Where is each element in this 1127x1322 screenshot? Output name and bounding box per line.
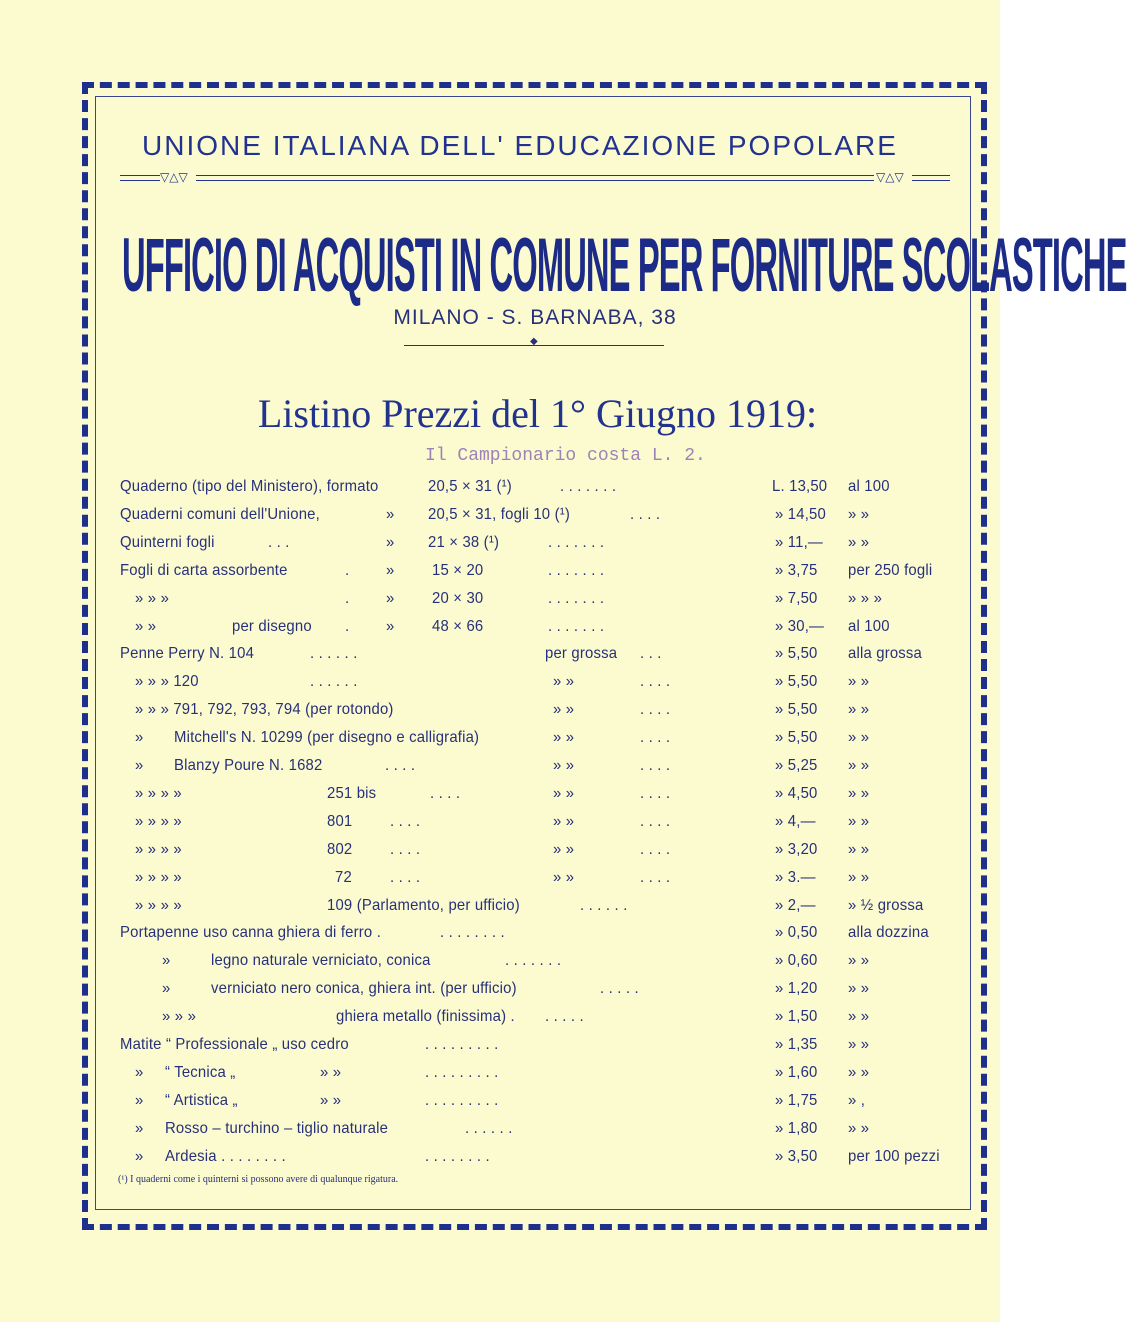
- item-cell: verniciato nero conica, ghiera int. (per ufficio): [211, 980, 517, 998]
- item-cell: . . . .: [640, 673, 671, 691]
- item-cell: Ardesia . . . . . . . .: [165, 1147, 286, 1165]
- item-cell: » »: [553, 729, 575, 747]
- item-cell: . . . . . . . . .: [425, 1036, 499, 1053]
- price-cell: » 11,—: [775, 533, 823, 551]
- item-cell: . . . . . .: [310, 673, 358, 691]
- unit-cell: alla dozzina: [848, 924, 929, 942]
- item-cell: Quaderno (tipo del Ministero), formato: [120, 478, 379, 495]
- unit-cell: » »: [848, 533, 870, 551]
- item-cell: » »: [553, 812, 575, 830]
- item-cell: . . . .: [390, 840, 421, 858]
- unit-cell: » »: [848, 1036, 870, 1053]
- item-cell: Matite “ Professionale „ uso cedro: [120, 1036, 349, 1053]
- price-cell: » 5,50: [775, 645, 818, 663]
- item-cell: . . . . . . . . .: [425, 1091, 499, 1109]
- unit-cell: » »: [848, 505, 870, 523]
- unit-cell: » »: [848, 952, 870, 970]
- price-cell: » 1,20: [775, 980, 818, 998]
- price-cell: » 5,50: [775, 701, 818, 719]
- unit-cell: » »: [848, 868, 870, 886]
- unit-cell: » »: [848, 1063, 870, 1081]
- price-cell: » 3,20: [775, 840, 818, 858]
- unit-cell: per 100 pezzi: [848, 1147, 940, 1165]
- item-cell: Penne Perry N. 104: [120, 645, 255, 663]
- item-cell: » » » 791, 792, 793, 794 (per rotondo): [135, 701, 394, 719]
- item-cell: . . . . . . .: [548, 617, 605, 635]
- item-cell: » »: [320, 1091, 342, 1109]
- price-cell: » 4,—: [775, 812, 816, 830]
- price-cell: » 4,50: [775, 784, 818, 802]
- item-cell: » »: [553, 840, 575, 858]
- association-name: UNIONE ITALIANA DELL' EDUCAZIONE POPOLARE: [142, 130, 898, 161]
- unit-cell: » »: [848, 840, 870, 858]
- item-cell: 109 (Parlamento, per ufficio): [327, 896, 520, 914]
- price-cell: » 0,50: [775, 924, 818, 942]
- item-cell: » » » »: [135, 840, 182, 858]
- price-cell: » 5,25: [775, 757, 818, 774]
- item-cell: . . . . . . .: [505, 952, 562, 970]
- unit-cell: per 250 fogli: [848, 561, 933, 579]
- office-address: MILANO - S. BARNABA, 38: [393, 306, 677, 329]
- unit-cell: » »: [848, 1008, 870, 1026]
- price-cell: » 1,35: [775, 1036, 818, 1053]
- item-cell: »: [135, 1119, 144, 1137]
- price-cell: » 3,50: [775, 1147, 818, 1165]
- item-cell: 48 × 66: [432, 617, 484, 635]
- price-cell: » 14,50: [775, 505, 826, 523]
- unit-cell: » »: [848, 784, 870, 802]
- item-cell: . . . .: [640, 784, 671, 802]
- unit-cell: » »: [848, 673, 870, 691]
- item-cell: Quinterni fogli: [120, 533, 215, 551]
- item-cell: »: [135, 757, 144, 774]
- item-cell: »: [386, 533, 395, 551]
- item-cell: »: [135, 729, 144, 747]
- item-cell: »: [135, 1091, 144, 1109]
- item-cell: “ Artistica „: [165, 1091, 238, 1109]
- item-cell: » »: [553, 784, 575, 802]
- ornament-right: ▽△▽: [876, 170, 904, 184]
- unit-cell: » » »: [848, 589, 883, 607]
- item-cell: . . . .: [390, 812, 421, 830]
- item-cell: 20,5 × 31 (¹): [428, 478, 512, 495]
- price-cell: » 7,50: [775, 589, 818, 607]
- item-cell: . . . . . . .: [548, 589, 605, 607]
- item-cell: . . . .: [640, 868, 671, 886]
- item-cell: 20 × 30: [432, 589, 484, 607]
- item-cell: per disegno: [232, 617, 312, 635]
- price-cell: » 3,75: [775, 561, 818, 579]
- item-cell: ghiera metallo (finissima) .: [336, 1008, 515, 1026]
- item-cell: » »: [320, 1063, 342, 1081]
- item-cell: Rosso – turchino – tiglio naturale: [165, 1119, 389, 1137]
- item-cell: . . . .: [640, 729, 671, 747]
- item-cell: . . . . . . . .: [425, 1147, 490, 1165]
- item-cell: 801: [327, 812, 353, 830]
- price-cell: » 2,—: [775, 896, 816, 914]
- item-cell: 72: [335, 868, 352, 886]
- item-cell: . . . .: [640, 840, 671, 858]
- item-cell: » »: [135, 617, 157, 635]
- item-cell: » »: [553, 757, 575, 774]
- unit-cell: » ½ grossa: [848, 896, 924, 914]
- unit-cell: » »: [848, 1119, 870, 1137]
- item-cell: . . . . . . .: [548, 561, 605, 579]
- item-cell: »: [386, 589, 395, 607]
- item-cell: .: [345, 589, 350, 607]
- unit-cell: alla grossa: [848, 645, 923, 663]
- item-cell: . . . . .: [545, 1008, 584, 1026]
- rule-center: [196, 175, 874, 181]
- price-cell: » 5,50: [775, 729, 818, 747]
- item-cell: per grossa: [545, 645, 618, 663]
- item-cell: »: [162, 952, 171, 970]
- item-cell: . . . .: [630, 505, 661, 523]
- item-cell: »: [386, 505, 395, 523]
- item-cell: » » » »: [135, 896, 182, 914]
- unit-cell: al 100: [848, 617, 890, 635]
- item-cell: “ Tecnica „: [165, 1063, 236, 1081]
- price-cell: » 1,75: [775, 1091, 818, 1109]
- item-cell: . . . .: [430, 784, 461, 802]
- item-cell: Blanzy Poure N. 1682: [174, 757, 323, 774]
- price-cell: » 0,60: [775, 952, 818, 970]
- item-cell: . . . . . .: [580, 896, 628, 914]
- price-list-title: Listino Prezzi del 1° Giugno 1919:: [257, 391, 818, 436]
- item-cell: . . . . . .: [465, 1119, 513, 1137]
- unit-cell: » »: [848, 980, 870, 998]
- item-cell: » »: [553, 868, 575, 886]
- ornament-left: ▽△▽: [160, 170, 188, 184]
- item-cell: »: [386, 561, 395, 579]
- item-cell: » » »: [135, 589, 170, 607]
- item-cell: »: [162, 980, 171, 998]
- item-cell: legno naturale verniciato, conica: [211, 952, 431, 970]
- price-cell: » 1,80: [775, 1119, 818, 1137]
- item-cell: . . . . . . .: [560, 478, 617, 495]
- rule-right: [912, 175, 950, 181]
- item-cell: 21 × 38 (¹): [428, 533, 500, 551]
- unit-cell: al 100: [848, 478, 890, 495]
- item-cell: 802: [327, 840, 353, 858]
- item-cell: » »: [553, 701, 575, 719]
- price-cell: » 1,50: [775, 1008, 818, 1026]
- item-cell: » » »: [162, 1008, 197, 1026]
- item-cell: . . . . . . .: [548, 533, 605, 551]
- unit-cell: » ,: [848, 1091, 866, 1109]
- item-cell: 251 bis: [327, 784, 377, 802]
- item-cell: »: [135, 1147, 144, 1165]
- item-cell: .: [345, 617, 350, 635]
- item-cell: . . .: [268, 533, 290, 551]
- unit-cell: » »: [848, 812, 870, 830]
- item-cell: . . . .: [640, 757, 671, 774]
- item-cell: 20,5 × 31, fogli 10 (¹): [428, 505, 570, 523]
- sample-cost-stamp: Il Campionario costa L. 2.: [425, 446, 706, 466]
- item-cell: . . . . . . . . .: [425, 1063, 499, 1081]
- divider-ornament: ◆: [530, 336, 538, 347]
- item-cell: Mitchell's N. 10299 (per disegno e calligrafia): [174, 729, 480, 747]
- item-cell: .: [345, 561, 350, 579]
- item-cell: . . . .: [640, 701, 671, 719]
- rule-left: [120, 175, 160, 181]
- price-cell: » 1,60: [775, 1063, 818, 1081]
- item-cell: » » » »: [135, 812, 182, 830]
- price-cell: » 5,50: [775, 673, 818, 691]
- unit-cell: » »: [848, 757, 870, 774]
- item-cell: 15 × 20: [432, 561, 484, 579]
- unit-cell: » »: [848, 729, 870, 747]
- footnote: (¹) I quaderni come i quinterni si possono avere di qualunque rigatura.: [118, 1174, 399, 1185]
- price-cell: » 3.—: [775, 868, 816, 886]
- item-cell: » » » »: [135, 868, 182, 886]
- item-cell: . . . . . . . .: [440, 924, 505, 942]
- office-title: UFFICIO DI ACQUISTI IN COMUNE PER FORNITURE SCOLASTICHE: [122, 223, 1127, 308]
- item-cell: . . . .: [390, 868, 421, 886]
- item-cell: . . . .: [385, 757, 416, 774]
- item-cell: » » » 120: [135, 673, 199, 691]
- item-cell: . . . . .: [600, 980, 639, 998]
- unit-cell: » »: [848, 701, 870, 719]
- item-cell: . . .: [640, 645, 662, 663]
- item-cell: » » » »: [135, 784, 182, 802]
- item-cell: Quaderni comuni dell'Unione,: [120, 505, 320, 523]
- item-cell: . . . . . .: [310, 645, 358, 663]
- price-cell: L. 13,50: [772, 478, 828, 495]
- item-cell: »: [386, 617, 395, 635]
- item-cell: Fogli di carta assorbente: [120, 561, 288, 579]
- item-cell: . . . .: [640, 812, 671, 830]
- price-cell: » 30,—: [775, 617, 825, 635]
- item-cell: »: [135, 1063, 144, 1081]
- item-cell: Portapenne uso canna ghiera di ferro .: [120, 924, 382, 942]
- item-cell: » »: [553, 673, 575, 691]
